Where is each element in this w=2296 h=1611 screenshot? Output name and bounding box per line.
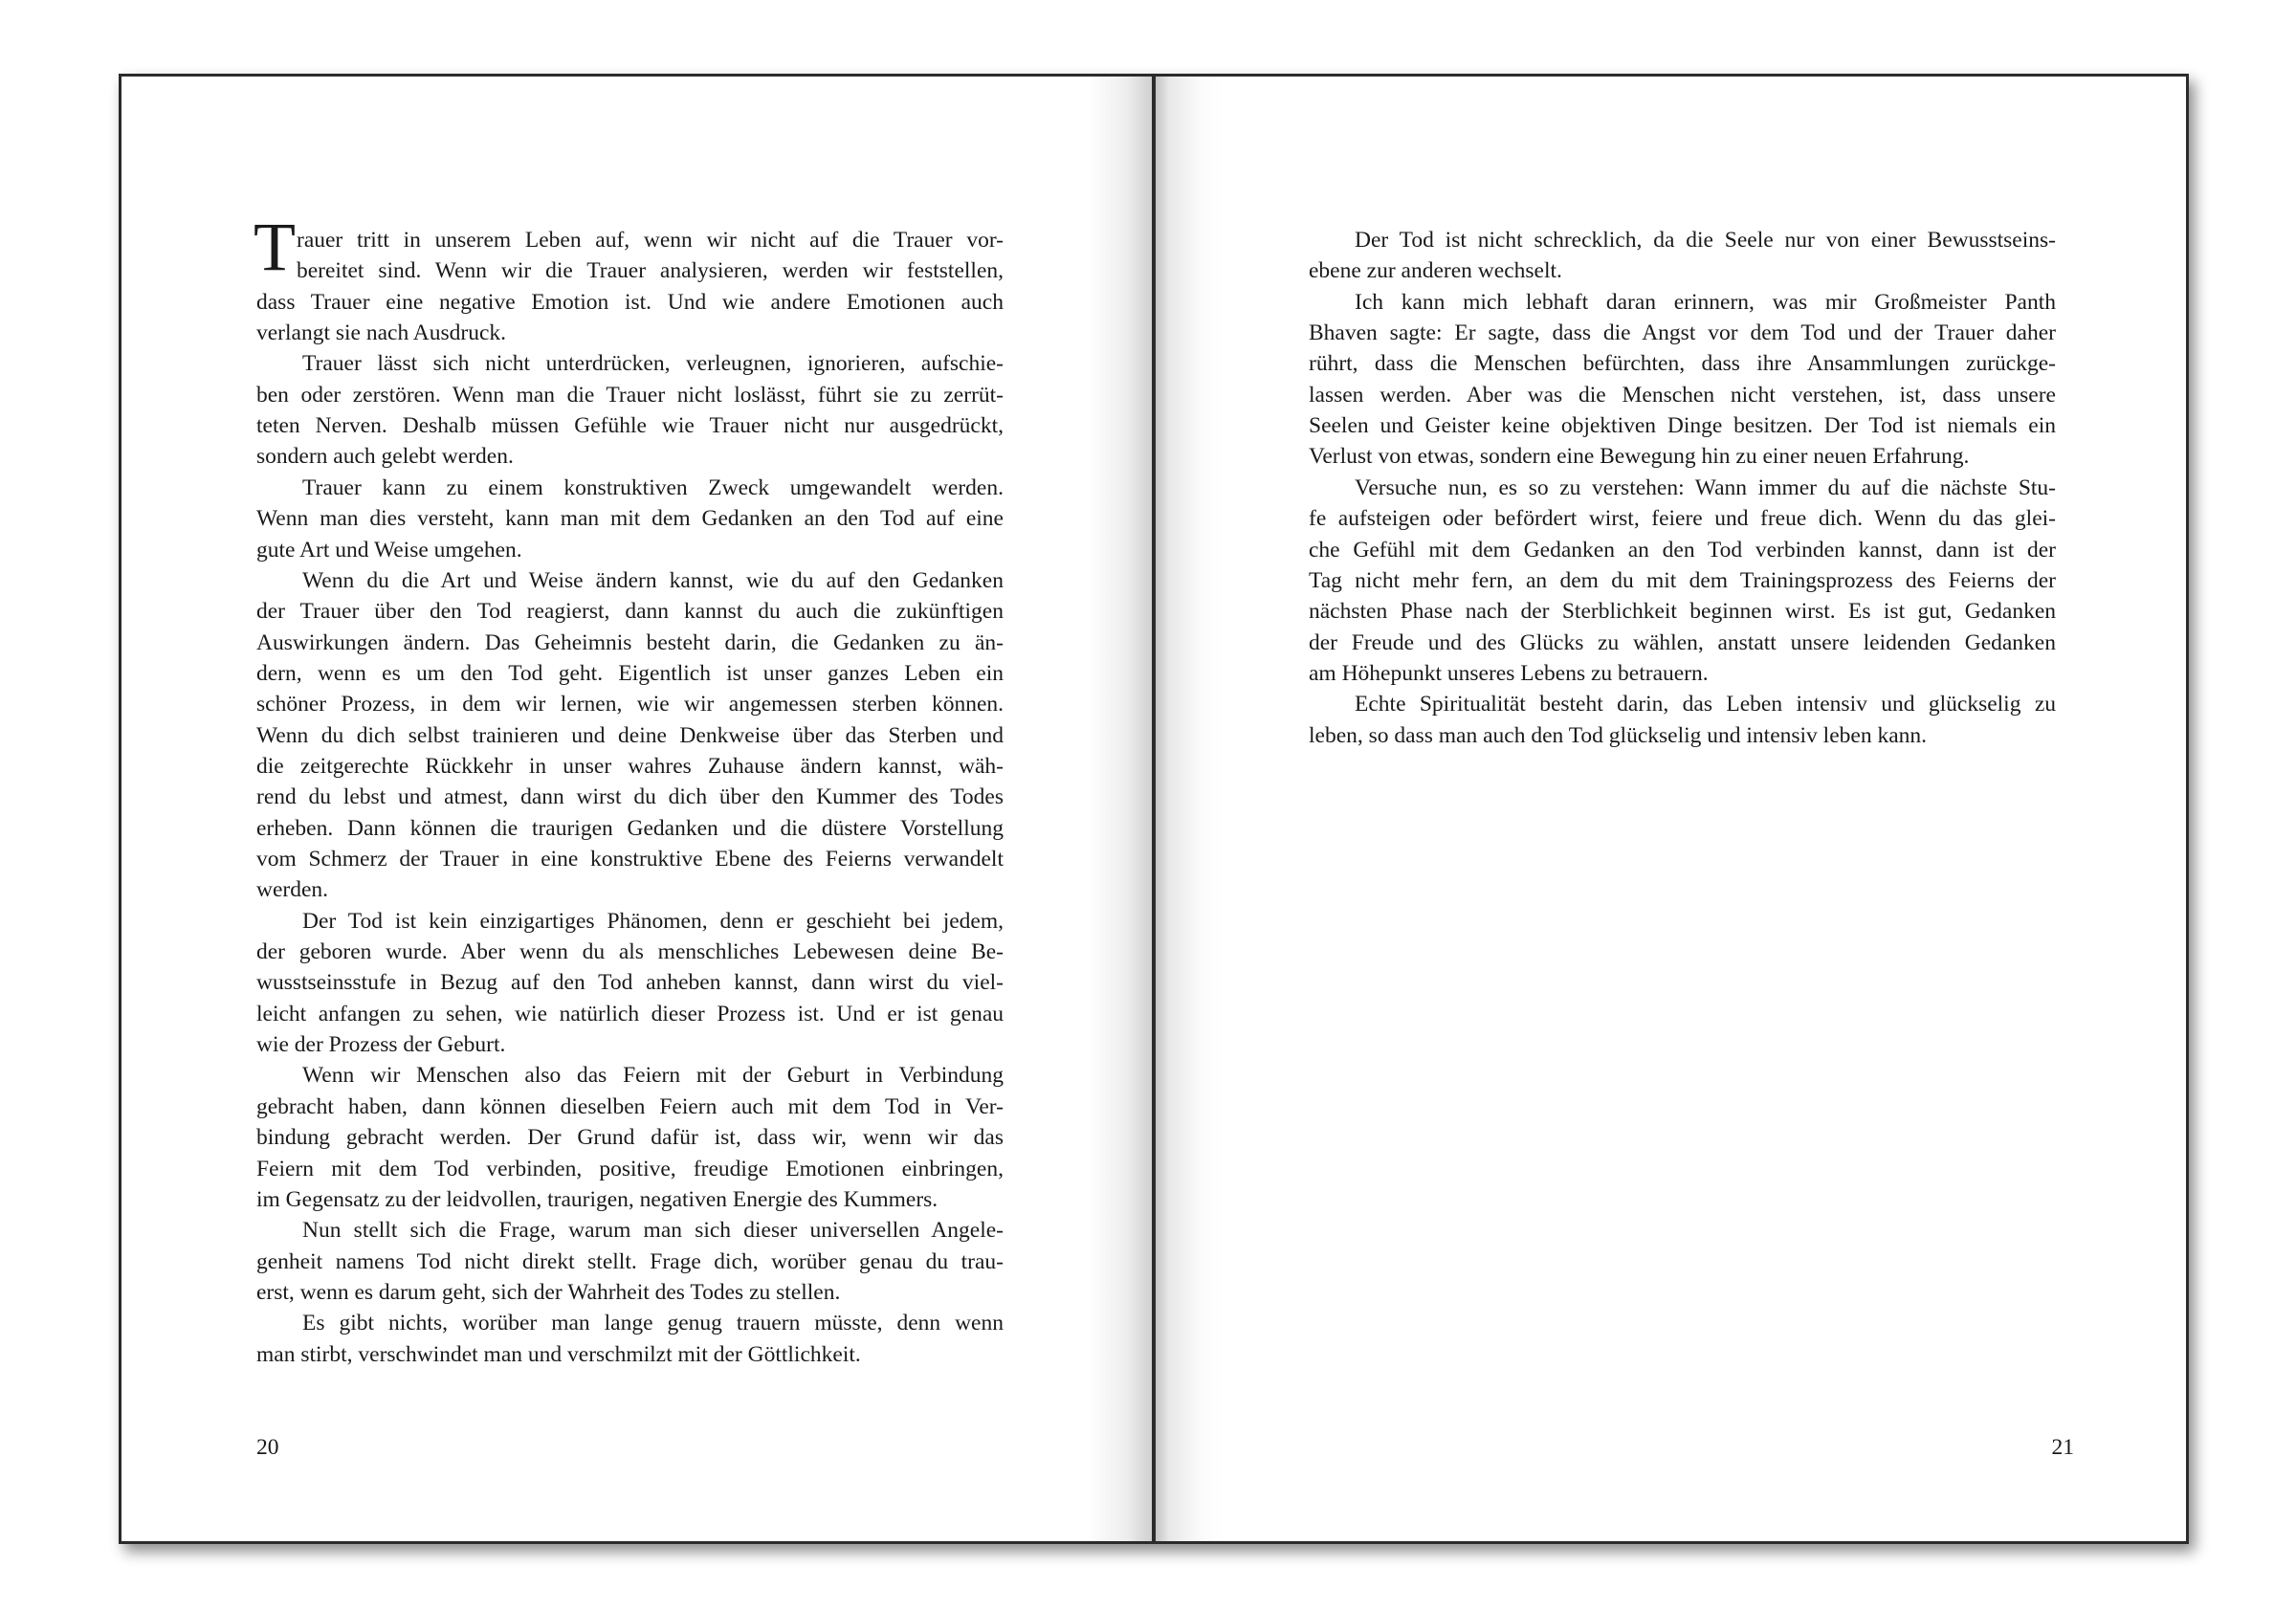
text-line: ebene zur anderen wechselt.	[1309, 258, 1562, 284]
text-line: Versuche nun, es so zu verstehen: Wann immer du auf die nächste Stu-	[1355, 474, 2056, 500]
text-line: Wenn wir Menschen also das Feiern mit der Geburt in Verbindung	[302, 1063, 1004, 1089]
text-line: Der Tod ist kein einzigartiges Phänomen, denn er geschieht bei jedem,	[302, 908, 1004, 934]
text-line: sondern auch gelebt werden.	[256, 444, 514, 470]
text-line: wusstseinsstufe in Bezug auf den Tod anheben kannst, dann wirst du viel-	[256, 970, 1004, 996]
text-line: gute Art und Weise umgehen.	[256, 537, 522, 563]
text-line: bereitet sind. Wenn wir die Trauer analysieren, werden wir feststellen,	[297, 258, 1004, 284]
text-line: verlangt sie nach Ausdruck.	[256, 320, 507, 346]
text-line: leicht anfangen zu sehen, wie natürlich dieser Prozess ist. Und er ist genau	[256, 1001, 1004, 1026]
text-line: rauer tritt in unserem Leben auf, wenn wir nicht auf die Trauer vor-	[297, 228, 1004, 253]
text-line: dass Trauer eine negative Emotion ist. Und wie andere Emotionen auch	[256, 289, 1004, 315]
text-line: leben, so dass man auch den Tod glückselig und intensiv leben kann.	[1309, 722, 1927, 748]
book-spread	[119, 74, 2189, 1544]
text-line: ben oder zerstören. Wenn man die Trauer nicht loslässt, führt sie zu zerrüt-	[256, 382, 1004, 408]
text-line: der geboren wurde. Aber wenn du als menschliches Lebewesen deine Be-	[256, 939, 1004, 965]
text-line: werden.	[256, 877, 329, 903]
drop-cap: T	[254, 209, 296, 285]
right-page	[1156, 77, 2186, 1541]
text-line: Verlust von etwas, sondern eine Bewegung hin zu einer neuen Erfahrung.	[1309, 444, 1970, 470]
text-line: erst, wenn es darum geht, sich der Wahrheit des Todes zu stellen.	[256, 1279, 841, 1305]
page-number-left: 20	[256, 1435, 279, 1460]
text-line: Wenn du dich selbst trainieren und deine Denkweise über das Sterben und	[256, 722, 1004, 748]
text-line: genheit namens Tod nicht direkt stellt. Frage dich, worüber genau du trau-	[256, 1248, 1004, 1274]
text-line: fe aufsteigen oder befördert wirst, feiere und freue dich. Wenn du das glei-	[1309, 506, 2056, 532]
page-number-right: 21	[2051, 1435, 2074, 1460]
text-line: bindung gebracht werden. Der Grund dafür ist, dass wir, wenn wir das	[256, 1125, 1004, 1151]
text-line: che Gefühl mit dem Gedanken an den Tod verbinden kannst, dann ist der	[1309, 537, 2056, 563]
text-line: Tag nicht mehr fern, an dem du mit dem Trainingsprozess des Feierns der	[1309, 567, 2056, 593]
text-line: die zeitgerechte Rückkehr in unser wahres Zuhause ändern kannst, wäh-	[256, 753, 1004, 779]
text-line: vom Schmerz der Trauer in eine konstruktive Ebene des Feierns verwandelt	[256, 847, 1004, 872]
text-line: nächsten Phase nach der Sterblichkeit beginnen wirst. Es ist gut, Gedanken	[1309, 599, 2056, 625]
text-line: Es gibt nichts, worüber man lange genug trauern müsste, denn wenn	[302, 1311, 1004, 1336]
text-line: der Freude und des Glücks zu wählen, anstatt unsere leidenden Gedanken	[1309, 629, 2056, 655]
text-line: Seelen und Geister keine objektiven Dinge besitzen. Der Tod ist niemals ein	[1309, 413, 2056, 439]
text-line: teten Nerven. Deshalb müssen Gefühle wie Trauer nicht nur ausgedrückt,	[256, 413, 1004, 439]
text-line: im Gegensatz zu der leidvollen, traurigen, negativen Energie des Kummers.	[256, 1186, 938, 1212]
text-line: schöner Prozess, in dem wir lernen, wie wir angemessen sterben können.	[256, 692, 1004, 717]
text-line: Auswirkungen ändern. Das Geheimnis besteht darin, die Gedanken zu än-	[256, 629, 1004, 655]
text-line: rend du lebst und atmest, dann wirst du dich über den Kummer des Todes	[256, 784, 1004, 810]
text-line: Wenn man dies versteht, kann man mit dem Gedanken an den Tod auf eine	[256, 506, 1004, 532]
text-line: der Trauer über den Tod reagierst, dann kannst du auch die zukünftigen	[256, 599, 1004, 625]
text-line: Nun stellt sich die Frage, warum man sich dieser universellen Angele-	[302, 1218, 1004, 1244]
text-line: erheben. Dann können die traurigen Gedanken und die düstere Vorstellung	[256, 815, 1004, 841]
text-line: Ich kann mich lebhaft daran erinnern, was mir Großmeister Panth	[1355, 289, 2056, 315]
text-line: gebracht haben, dann können dieselben Feiern auch mit dem Tod in Ver-	[256, 1093, 1004, 1119]
text-line: dern, wenn es um den Tod geht. Eigentlich ist unser ganzes Leben ein	[256, 660, 1004, 686]
text-line: Trauer lässt sich nicht unterdrücken, verleugnen, ignorieren, aufschie-	[302, 351, 1004, 377]
text-line: Trauer kann zu einem konstruktiven Zweck umgewandelt werden.	[302, 474, 1004, 500]
text-line: lassen werden. Aber was die Menschen nicht verstehen, ist, dass unsere	[1309, 382, 2056, 408]
text-line: am Höhepunkt unseres Lebens zu betrauern.	[1309, 660, 1709, 686]
text-line: Feiern mit dem Tod verbinden, positive, freudige Emotionen einbringen,	[256, 1156, 1004, 1181]
text-line: Wenn du die Art und Weise ändern kannst, wie du auf den Gedanken	[302, 567, 1004, 593]
text-line: Der Tod ist nicht schrecklich, da die Seele nur von einer Bewusstseins-	[1355, 228, 2056, 253]
text-line: Bhaven sagte: Er sagte, dass die Angst vor dem Tod und der Trauer daher	[1309, 320, 2056, 346]
text-line: man stirbt, verschwindet man und verschmilzt mit der Göttlichkeit.	[256, 1341, 861, 1367]
left-page	[121, 77, 1153, 1541]
text-line: Echte Spiritualität besteht darin, das Leben intensiv und glückselig zu	[1355, 692, 2056, 717]
text-line: rührt, dass die Menschen befürchten, dass ihre Ansammlungen zurückge-	[1309, 351, 2056, 377]
text-line: wie der Prozess der Geburt.	[256, 1032, 506, 1058]
